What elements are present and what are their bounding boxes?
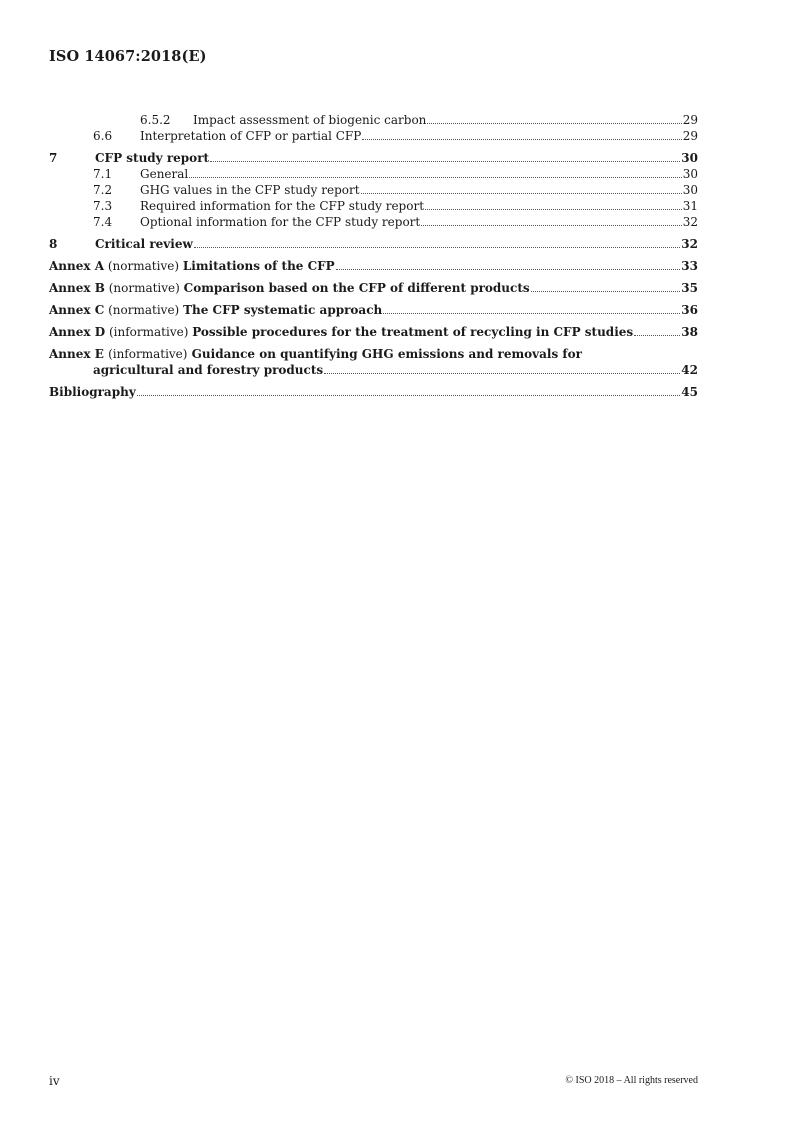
toc-title: Comparison based on the CFP of different products bbox=[183, 281, 530, 295]
toc-page: 35 bbox=[681, 281, 698, 295]
toc-entry-6-6[interactable] bbox=[49, 128, 698, 144]
toc-entry-7-4[interactable] bbox=[49, 214, 698, 230]
dot-leader bbox=[324, 373, 680, 374]
annex-label: Annex D bbox=[49, 325, 106, 339]
dot-leader bbox=[336, 269, 681, 270]
dot-leader bbox=[427, 123, 681, 124]
toc-number: 7.4 bbox=[93, 215, 113, 229]
dot-leader bbox=[531, 291, 681, 292]
toc-title: Interpretation of CFP or partial CFP bbox=[140, 129, 362, 143]
dot-leader bbox=[425, 209, 682, 210]
toc-page: 30 bbox=[681, 151, 698, 165]
dot-leader bbox=[383, 313, 680, 314]
annex-category: (informative) bbox=[108, 325, 189, 339]
document-header: ISO 14067:2018(E) bbox=[49, 48, 207, 65]
toc-annex-d[interactable] bbox=[49, 324, 698, 340]
annex-category: (normative) bbox=[108, 303, 180, 317]
toc-title-line2: agricultural and forestry products bbox=[93, 363, 324, 377]
dot-leader bbox=[189, 177, 681, 178]
toc-title: Optional information for the CFP study report bbox=[140, 215, 421, 229]
toc-page: 42 bbox=[681, 363, 698, 377]
copyright-notice: © ISO 2018 – All rights reserved bbox=[565, 1075, 698, 1086]
page-number: iv bbox=[49, 1074, 60, 1088]
toc-entry-7-1[interactable] bbox=[49, 166, 698, 182]
toc-number: 7.1 bbox=[93, 167, 113, 181]
toc-number: 8 bbox=[49, 237, 58, 251]
toc-title: Required information for the CFP study report bbox=[140, 199, 425, 213]
toc-entry-6-5-2[interactable] bbox=[49, 112, 698, 128]
toc-title: GHG values in the CFP study report bbox=[140, 183, 360, 197]
dot-leader bbox=[362, 139, 681, 140]
annex-label: Annex E bbox=[49, 347, 104, 361]
dot-leader bbox=[361, 193, 682, 194]
toc-title: General bbox=[140, 167, 189, 181]
toc-page: 32 bbox=[681, 237, 698, 251]
toc-entry-7-2[interactable] bbox=[49, 182, 698, 198]
annex-label: Annex B bbox=[49, 281, 105, 295]
toc-number: 7.2 bbox=[93, 183, 113, 197]
toc-page: 30 bbox=[682, 183, 698, 197]
dot-leader bbox=[194, 247, 680, 248]
toc-annex-c[interactable] bbox=[49, 302, 698, 318]
toc-entry-8[interactable] bbox=[49, 236, 698, 252]
dot-leader bbox=[421, 225, 681, 226]
toc-title-line1: Guidance on quantifying GHG emissions and removals for bbox=[191, 347, 582, 361]
toc-bibliography[interactable] bbox=[49, 384, 698, 400]
annex-label: Annex C bbox=[49, 303, 105, 317]
toc-annex-b[interactable] bbox=[49, 280, 698, 296]
dot-leader bbox=[210, 161, 680, 162]
toc-title: Impact assessment of biogenic carbon bbox=[193, 113, 427, 127]
table-of-contents bbox=[49, 112, 698, 400]
toc-annex-a[interactable] bbox=[49, 258, 698, 274]
toc-page: 30 bbox=[682, 167, 698, 181]
annex-label: Annex A bbox=[49, 259, 105, 273]
dot-leader bbox=[137, 395, 681, 396]
toc-page: 45 bbox=[681, 385, 698, 399]
toc-number: 6.5.2 bbox=[140, 113, 171, 127]
toc-page: 29 bbox=[682, 113, 698, 127]
toc-title: CFP study report bbox=[95, 151, 210, 165]
toc-number: 6.6 bbox=[93, 129, 113, 143]
annex-category: (normative) bbox=[107, 259, 180, 273]
toc-entry-7[interactable] bbox=[49, 150, 698, 166]
annex-category: (informative) bbox=[108, 347, 188, 361]
toc-title: Limitations of the CFP bbox=[182, 259, 335, 273]
toc-title: Critical review bbox=[95, 237, 193, 251]
toc-entry-7-3[interactable] bbox=[49, 198, 698, 214]
toc-annex-e[interactable] bbox=[49, 346, 698, 378]
dot-leader bbox=[634, 335, 680, 336]
toc-page: 32 bbox=[682, 215, 698, 229]
toc-page: 31 bbox=[682, 199, 698, 213]
toc-page: 29 bbox=[682, 129, 698, 143]
annex-category: (normative) bbox=[108, 281, 180, 295]
toc-page: 36 bbox=[681, 303, 698, 317]
toc-page: 33 bbox=[681, 259, 698, 273]
toc-number: 7.3 bbox=[93, 199, 113, 213]
toc-page: 38 bbox=[681, 325, 698, 339]
toc-title: Bibliography bbox=[49, 385, 136, 399]
toc-title: Possible procedures for the treatment of recycling in CFP studies bbox=[192, 325, 634, 339]
toc-title: The CFP systematic approach bbox=[183, 303, 383, 317]
toc-number: 7 bbox=[49, 151, 58, 165]
